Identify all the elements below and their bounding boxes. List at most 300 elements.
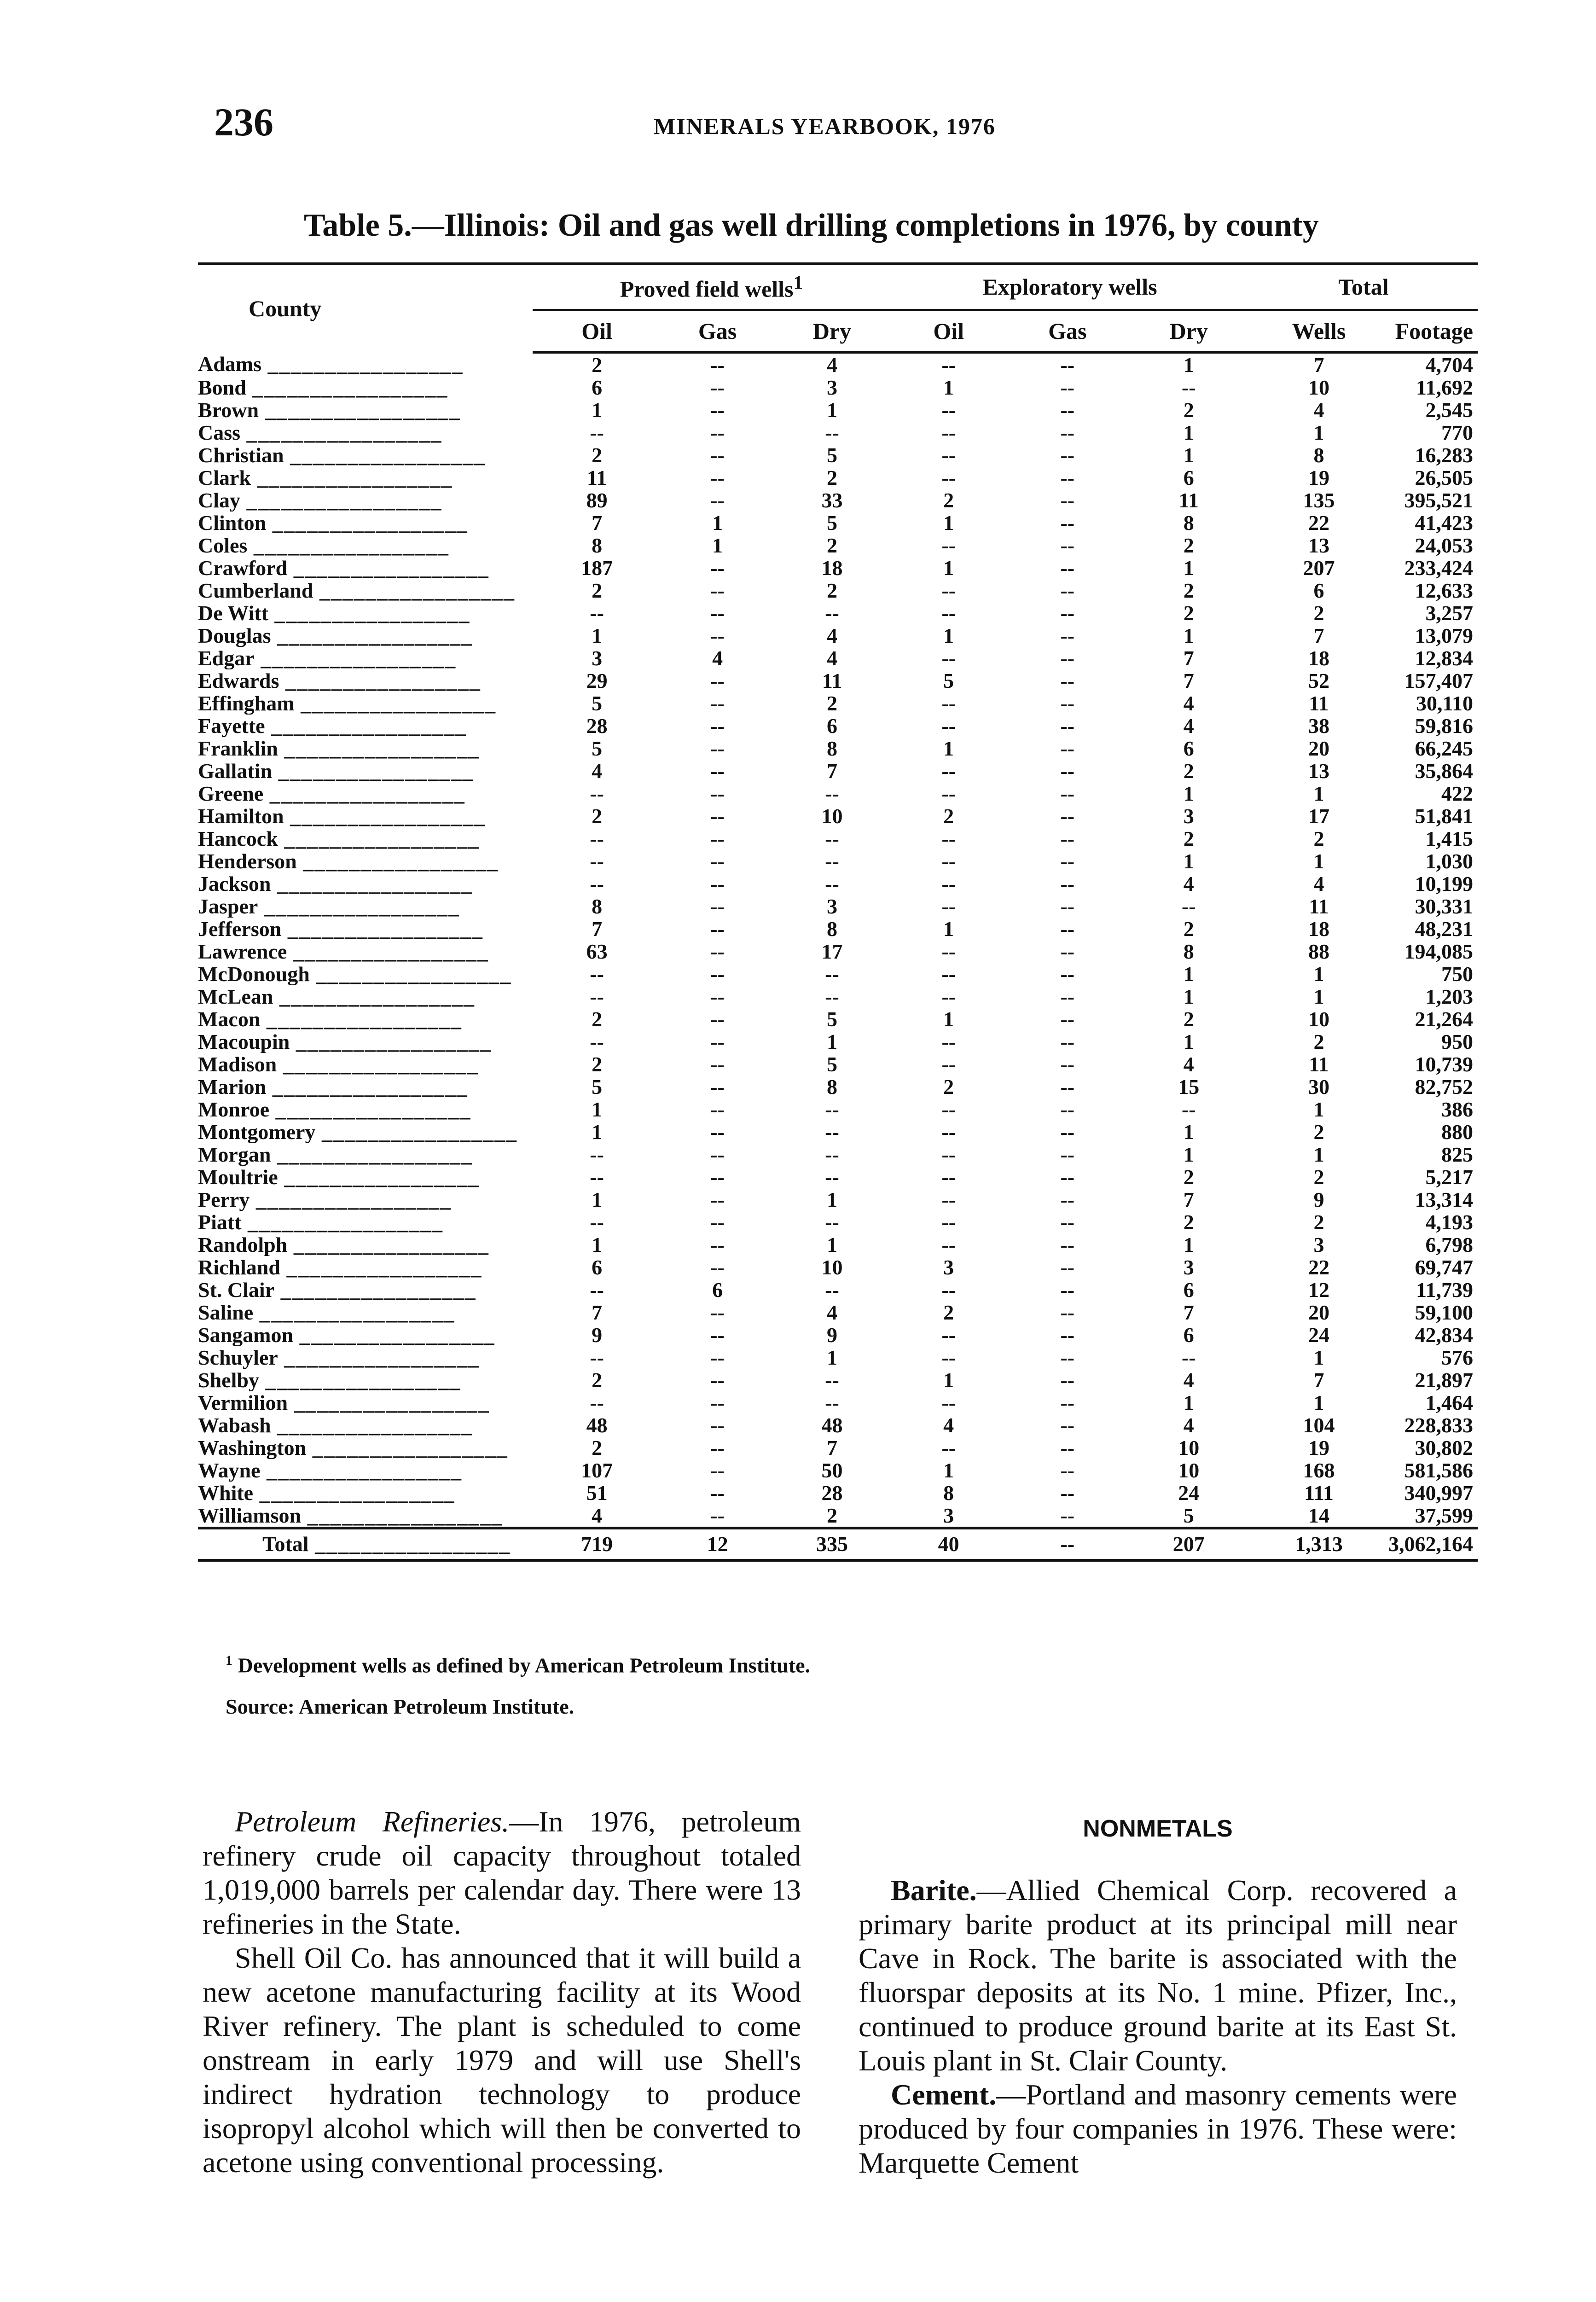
cell-proved-oil: -- — [590, 1345, 604, 1369]
cell-proved-dry: 4 — [826, 1300, 837, 1324]
cell-proved-gas: -- — [710, 1075, 725, 1099]
cell-proved-oil: 3 — [592, 646, 603, 670]
cell-exploratory-dry: 1 — [1183, 849, 1194, 873]
cell-total-wells: 19 — [1308, 1436, 1329, 1459]
table-row — [198, 352, 1478, 376]
table-row — [198, 512, 1478, 534]
county-label: Richland — [198, 1256, 280, 1279]
cell-proved-oil: -- — [590, 1165, 604, 1189]
cell-total-footage: 233,424 — [1404, 556, 1473, 580]
county-name — [198, 1324, 533, 1346]
cell-exploratory-dry: 1 — [1183, 1232, 1194, 1256]
cell-total-wells: 52 — [1308, 669, 1329, 692]
cell-total-wells: 22 — [1308, 511, 1329, 535]
table-row — [198, 466, 1478, 489]
cell-proved-gas: -- — [710, 1300, 725, 1324]
cell-proved-oil: 51 — [586, 1481, 608, 1505]
leader-dots: _________________ — [301, 1504, 503, 1527]
leader-dots: _________________ — [277, 1052, 479, 1075]
cell-exploratory-dry: 7 — [1183, 646, 1194, 670]
cell-total-footage: 825 — [1441, 1142, 1473, 1166]
table-row — [198, 1098, 1478, 1121]
cell-proved-oil: 63 — [586, 939, 608, 963]
cell-total-wells: 10 — [1308, 1007, 1329, 1031]
cell-exploratory-dry: 2 — [1183, 1165, 1194, 1189]
county-name — [198, 940, 533, 963]
county-label: Madison — [198, 1052, 277, 1075]
cell-total-footage: 59,816 — [1415, 714, 1473, 738]
cell-exploratory-oil: 1 — [943, 736, 954, 760]
cell-proved-gas: -- — [710, 1142, 725, 1166]
cell-exploratory-oil: 2 — [943, 1300, 954, 1324]
cell-exploratory-gas: -- — [1060, 917, 1075, 941]
table-row — [198, 805, 1478, 827]
cell-exploratory-dry: 3 — [1183, 804, 1194, 828]
cell-total-wells: 19 — [1308, 465, 1329, 489]
table-row — [198, 1053, 1478, 1075]
county-label: Schuyler — [198, 1346, 278, 1369]
cell-proved-gas: 1 — [712, 533, 723, 557]
county-name — [198, 715, 533, 737]
table-row — [198, 1008, 1478, 1030]
table-row — [198, 557, 1478, 579]
cell-total-wells: 10 — [1308, 375, 1329, 399]
county-name — [198, 985, 533, 1008]
cell-proved-dry: -- — [825, 1142, 839, 1166]
cell-total-wells: 1 — [1313, 984, 1324, 1008]
cell-exploratory-dry: 3 — [1183, 1255, 1194, 1279]
cell-exploratory-dry: 7 — [1183, 1187, 1194, 1211]
cell-exploratory-oil: -- — [941, 1436, 956, 1459]
table-row — [198, 1143, 1478, 1166]
cell-exploratory-dry: 4 — [1183, 1368, 1194, 1392]
section-heading-nonmetals: NONMETALS — [1083, 1815, 1233, 1842]
leader-dots: _________________ — [308, 1532, 511, 1556]
cell-total-footage: 30,331 — [1415, 894, 1473, 918]
cell-proved-oil: 2 — [592, 1436, 603, 1459]
cell-proved-gas: -- — [710, 398, 725, 422]
cell-proved-oil: -- — [590, 1029, 604, 1053]
county-name — [198, 399, 533, 421]
cell-total-footage: 51,841 — [1415, 804, 1473, 828]
county-label: Macoupin — [198, 1030, 290, 1053]
cell-exploratory-oil: 1 — [943, 1007, 954, 1031]
leader-dots: _________________ — [258, 895, 460, 918]
cell-exploratory-dry: 2 — [1183, 398, 1194, 422]
leader-dots: _________________ — [254, 646, 457, 669]
cell-exploratory-gas: -- — [1060, 894, 1075, 918]
county-name — [198, 1391, 533, 1414]
cell-proved-oil: 2 — [592, 578, 603, 602]
cell-exploratory-dry: 24 — [1178, 1481, 1200, 1505]
cell-proved-gas: -- — [710, 465, 725, 489]
cell-exploratory-gas: -- — [1060, 488, 1075, 512]
cell-proved-gas: -- — [710, 804, 725, 828]
cell-total-footage: 41,423 — [1415, 511, 1473, 535]
cell-proved-oil: 719 — [533, 1528, 662, 1560]
cell-total-wells: 11 — [1309, 1052, 1329, 1076]
cell-exploratory-dry: 1 — [1183, 1029, 1194, 1053]
cell-proved-dry: -- — [825, 1120, 839, 1144]
county-name — [198, 1504, 533, 1528]
cell-proved-gas: -- — [710, 420, 725, 444]
cell-total-footage: 59,100 — [1415, 1300, 1473, 1324]
county-label: Wayne — [198, 1459, 261, 1482]
cell-proved-oil: 9 — [592, 1323, 603, 1347]
cell-proved-oil: 5 — [592, 1075, 603, 1099]
cell-proved-oil: 1 — [592, 1187, 603, 1211]
cell-exploratory-dry: 4 — [1183, 691, 1194, 715]
cell-exploratory-dry: 1 — [1183, 1390, 1194, 1414]
cell-exploratory-oil: -- — [941, 894, 956, 918]
county-label: McLean — [198, 985, 273, 1008]
leader-dots: _________________ — [271, 872, 473, 895]
cell-proved-dry: 50 — [821, 1458, 843, 1482]
cell-total-footage: 4,704 — [1425, 353, 1473, 377]
cell-proved-oil: 1 — [592, 1232, 603, 1256]
table-row — [198, 376, 1478, 399]
cell-total-footage: 21,897 — [1415, 1368, 1473, 1392]
cell-total-wells: 1 — [1313, 420, 1324, 444]
leader-dots: _________________ — [288, 1391, 490, 1414]
cell-total-wells: 3 — [1313, 1232, 1324, 1256]
leader-dots: _________________ — [306, 1436, 508, 1459]
cell-proved-oil: 6 — [592, 375, 603, 399]
cell-total-wells: 1 — [1313, 1097, 1324, 1121]
cell-proved-gas: -- — [710, 1097, 725, 1121]
cell-proved-dry: -- — [825, 1278, 839, 1302]
table-row — [198, 1166, 1478, 1188]
table-row — [198, 534, 1478, 557]
cell-total-wells: 207 — [1303, 556, 1335, 580]
leader-dots: _________________ — [287, 1233, 489, 1256]
table-row — [198, 1414, 1478, 1436]
cell-exploratory-gas: -- — [1060, 556, 1075, 580]
cell-exploratory-oil: 1 — [943, 623, 954, 647]
cell-exploratory-gas: -- — [1060, 736, 1075, 760]
cell-exploratory-oil: -- — [941, 939, 956, 963]
county-label: Monroe — [198, 1098, 270, 1121]
county-label: Fayette — [198, 714, 265, 737]
cell-proved-dry: 4 — [826, 623, 837, 647]
cell-proved-oil: 5 — [592, 736, 603, 760]
table-row — [198, 1030, 1478, 1053]
county-label: Williamson — [198, 1504, 302, 1527]
cell-proved-oil: -- — [590, 849, 604, 873]
paragraph-body: —Portland and masonry cements were produced by four companies in 1976. These were: Marquette Cement — [859, 2078, 1457, 2179]
county-label: Effingham — [198, 692, 295, 715]
cell-exploratory-gas: -- — [1060, 443, 1075, 467]
cell-exploratory-gas: -- — [1060, 465, 1075, 489]
cell-exploratory-gas: -- — [1060, 1052, 1075, 1076]
leader-dots: _________________ — [278, 1165, 480, 1188]
cell-exploratory-oil: -- — [941, 1165, 956, 1189]
leader-dots: _________________ — [313, 579, 515, 602]
cell-total-wells: 1 — [1313, 781, 1324, 805]
cell-proved-oil: 8 — [592, 894, 603, 918]
leader-dots: _________________ — [266, 1075, 468, 1098]
table-row — [198, 1369, 1478, 1391]
cell-exploratory-gas: -- — [1060, 1029, 1075, 1053]
cell-proved-oil: -- — [590, 781, 604, 805]
cell-proved-gas: 1 — [712, 511, 723, 535]
county-label: Edgar — [198, 646, 255, 669]
table-row — [198, 1233, 1478, 1256]
leader-dots: _________________ — [271, 1143, 473, 1166]
cell-proved-dry: 17 — [821, 939, 843, 963]
table-row — [198, 985, 1478, 1008]
cell-exploratory-dry: 2 — [1183, 578, 1194, 602]
cell-proved-oil: 29 — [586, 669, 608, 692]
cell-exploratory-dry: 2 — [1183, 1210, 1194, 1234]
header-proved-field-wells — [533, 264, 890, 310]
cell-proved-oil: 2 — [592, 1368, 603, 1392]
cell-exploratory-dry: 10 — [1178, 1458, 1200, 1482]
cell-exploratory-oil: 1 — [943, 1368, 954, 1392]
cell-exploratory-gas: -- — [1060, 511, 1075, 535]
county-name — [198, 1233, 533, 1256]
cell-exploratory-dry: -- — [1181, 1097, 1196, 1121]
subheader-wells: Wells — [1249, 310, 1388, 352]
cell-proved-dry: 3 — [826, 375, 837, 399]
cell-exploratory-gas: -- — [1060, 1007, 1075, 1031]
cell-total-wells: 11 — [1309, 894, 1329, 918]
cell-proved-dry: 48 — [821, 1413, 843, 1437]
cell-exploratory-oil: -- — [941, 714, 956, 738]
cell-total-wells: 17 — [1308, 804, 1329, 828]
cell-exploratory-dry: 10 — [1178, 1436, 1200, 1459]
cell-proved-gas: -- — [710, 1481, 725, 1505]
cell-total-wells: 1 — [1313, 849, 1324, 873]
cell-exploratory-dry: 2 — [1183, 917, 1194, 941]
cell-total-wells: 24 — [1308, 1323, 1329, 1347]
table-footnote — [226, 1653, 810, 1677]
cell-proved-oil: 2 — [592, 353, 603, 377]
cell-exploratory-dry: 15 — [1178, 1075, 1200, 1099]
table-row — [198, 579, 1478, 602]
cell-proved-dry: 10 — [821, 804, 843, 828]
cell-proved-gas: -- — [710, 759, 725, 783]
subheader-gas: Gas — [661, 310, 773, 352]
cell-exploratory-dry: 1 — [1183, 556, 1194, 580]
cell-exploratory-oil: -- — [941, 1323, 956, 1347]
cell-exploratory-dry: -- — [1181, 894, 1196, 918]
county-label: Edwards — [198, 669, 279, 692]
cell-proved-dry: 18 — [821, 556, 843, 580]
cell-exploratory-oil: -- — [941, 1029, 956, 1053]
county-label: Marion — [198, 1075, 267, 1098]
cell-total-footage: 950 — [1441, 1029, 1473, 1053]
cell-exploratory-dry: -- — [1181, 375, 1196, 399]
county-name — [198, 466, 533, 489]
cell-proved-oil: 8 — [592, 533, 603, 557]
cell-exploratory-oil: -- — [941, 781, 956, 805]
cell-total-wells: 1,313 — [1249, 1528, 1388, 1560]
cell-proved-oil: -- — [590, 962, 604, 986]
cell-exploratory-oil: -- — [941, 353, 956, 377]
county-label: Lawrence — [198, 940, 287, 963]
cell-proved-gas: -- — [710, 1390, 725, 1414]
county-name — [198, 512, 533, 534]
cell-exploratory-dry: 2 — [1183, 1007, 1194, 1031]
cell-total-wells: 1 — [1313, 1345, 1324, 1369]
cell-exploratory-oil: 1 — [943, 375, 954, 399]
cell-exploratory-gas: -- — [1060, 420, 1075, 444]
cell-exploratory-dry: 4 — [1183, 714, 1194, 738]
subheader-gas: Gas — [1007, 310, 1128, 352]
cell-proved-gas: -- — [710, 849, 725, 873]
cell-total-wells: 1 — [1313, 962, 1324, 986]
page-number: 236 — [214, 100, 273, 144]
cell-total-footage: 422 — [1441, 781, 1473, 805]
cell-exploratory-gas: -- — [1060, 1097, 1075, 1121]
county-name — [198, 760, 533, 782]
cell-exploratory-dry: 4 — [1183, 1413, 1194, 1437]
table-row — [198, 963, 1478, 985]
subheader-dry: Dry — [1128, 310, 1249, 352]
cell-total-footage: 12,834 — [1415, 646, 1473, 670]
cell-proved-gas: -- — [710, 714, 725, 738]
cell-proved-gas: -- — [710, 443, 725, 467]
cell-proved-oil: 107 — [581, 1458, 613, 1482]
cell-total-wells: 20 — [1308, 736, 1329, 760]
leader-dots: _________________ — [259, 1368, 461, 1391]
right-column-text — [859, 1805, 1457, 2180]
cell-proved-gas: -- — [710, 984, 725, 1008]
leader-dots: _________________ — [240, 421, 442, 444]
cell-exploratory-gas: -- — [1060, 1481, 1075, 1505]
subheader-footage: Footage — [1388, 310, 1478, 352]
county-label: White — [198, 1481, 254, 1504]
cell-exploratory-gas: -- — [1060, 826, 1075, 850]
cell-exploratory-oil: 5 — [943, 669, 954, 692]
table-row — [198, 918, 1478, 940]
county-name — [198, 352, 533, 376]
cell-proved-gas: -- — [710, 1255, 725, 1279]
cell-proved-gas: -- — [710, 1187, 725, 1211]
cell-exploratory-gas: -- — [1060, 646, 1075, 670]
county-label: Piatt — [198, 1210, 242, 1233]
cell-exploratory-oil: -- — [941, 962, 956, 986]
cell-proved-dry: 11 — [822, 669, 842, 692]
cell-proved-dry: -- — [825, 849, 839, 873]
cell-proved-dry: -- — [825, 601, 839, 625]
table-row — [198, 692, 1478, 715]
county-name — [198, 624, 533, 647]
county-name — [198, 1279, 533, 1301]
county-name — [198, 579, 533, 602]
cell-total-footage: 770 — [1441, 420, 1473, 444]
county-name — [198, 1301, 533, 1324]
cell-proved-dry: -- — [825, 1097, 839, 1121]
cell-proved-dry: 5 — [826, 1007, 837, 1031]
table-row — [198, 669, 1478, 692]
cell-proved-oil: 2 — [592, 804, 603, 828]
county-name — [198, 1030, 533, 1053]
cell-proved-dry: -- — [825, 1368, 839, 1392]
cell-total-wells: 13 — [1308, 759, 1329, 783]
cell-exploratory-gas: -- — [1060, 872, 1075, 895]
cell-exploratory-oil: -- — [941, 1097, 956, 1121]
cell-exploratory-gas: -- — [1060, 1120, 1075, 1144]
cell-exploratory-gas: -- — [1060, 1323, 1075, 1347]
county-name — [198, 805, 533, 827]
cell-exploratory-dry: 207 — [1128, 1528, 1249, 1560]
cell-exploratory-oil: 2 — [943, 804, 954, 828]
cell-total-footage: 4,193 — [1425, 1210, 1473, 1234]
drilling-table — [198, 262, 1478, 1562]
county-name — [198, 1008, 533, 1030]
cell-proved-gas: -- — [710, 691, 725, 715]
cell-exploratory-dry: 4 — [1183, 872, 1194, 895]
cell-proved-gas: -- — [710, 962, 725, 986]
cell-proved-oil: 7 — [592, 511, 603, 535]
county-name — [198, 1436, 533, 1459]
cell-proved-gas: -- — [710, 1413, 725, 1437]
cell-exploratory-dry: 6 — [1183, 1323, 1194, 1347]
county-label: Washington — [198, 1436, 307, 1459]
table-row — [198, 715, 1478, 737]
cell-exploratory-oil: 3 — [943, 1503, 954, 1527]
cell-proved-gas: -- — [710, 1007, 725, 1031]
county-name — [198, 376, 533, 399]
county-label: Franklin — [198, 737, 278, 760]
cell-proved-oil: 28 — [586, 714, 608, 738]
table-row — [198, 850, 1478, 872]
cell-total-wells: 2 — [1313, 601, 1324, 625]
county-name — [198, 963, 533, 985]
cell-proved-gas: -- — [710, 669, 725, 692]
leader-dots: _________________ — [315, 1120, 517, 1143]
cell-proved-dry: 5 — [826, 443, 837, 467]
cell-total-wells: 14 — [1308, 1503, 1329, 1527]
leader-dots: _________________ — [263, 782, 465, 805]
county-name — [198, 534, 533, 557]
leader-dots: _________________ — [261, 352, 464, 376]
county-label: Clinton — [198, 511, 267, 534]
county-label: Greene — [198, 782, 264, 805]
cell-exploratory-gas: -- — [1060, 691, 1075, 715]
leader-dots: _________________ — [278, 737, 480, 760]
county-label: Shelby — [198, 1368, 259, 1391]
cell-exploratory-dry: 1 — [1183, 962, 1194, 986]
cell-exploratory-gas: -- — [1060, 962, 1075, 986]
cell-exploratory-oil: -- — [941, 826, 956, 850]
leader-dots: _________________ — [293, 1323, 495, 1346]
table-row — [198, 421, 1478, 444]
subheader-oil: Oil — [890, 310, 1007, 352]
cell-total-footage: 750 — [1441, 962, 1473, 986]
cell-exploratory-dry: 2 — [1183, 533, 1194, 557]
cell-proved-oil: 2 — [592, 443, 603, 467]
cell-proved-dry: 28 — [821, 1481, 843, 1505]
county-label: Gallatin — [198, 759, 273, 782]
county-label: De Witt — [198, 601, 268, 624]
cell-exploratory-oil: 4 — [943, 1413, 954, 1437]
cell-proved-dry: 4 — [826, 353, 837, 377]
cell-total-footage: 11,692 — [1416, 375, 1473, 399]
cell-total-wells: 2 — [1313, 826, 1324, 850]
cell-exploratory-gas: -- — [1060, 1210, 1075, 1234]
cell-total-footage: 12,633 — [1415, 578, 1473, 602]
cell-proved-gas: -- — [710, 623, 725, 647]
cell-exploratory-gas: -- — [1060, 984, 1075, 1008]
county-name — [198, 444, 533, 466]
cell-total-wells: 111 — [1304, 1481, 1334, 1505]
cell-exploratory-gas: -- — [1060, 1142, 1075, 1166]
cell-proved-gas: -- — [710, 917, 725, 941]
cell-exploratory-oil: -- — [941, 1120, 956, 1144]
